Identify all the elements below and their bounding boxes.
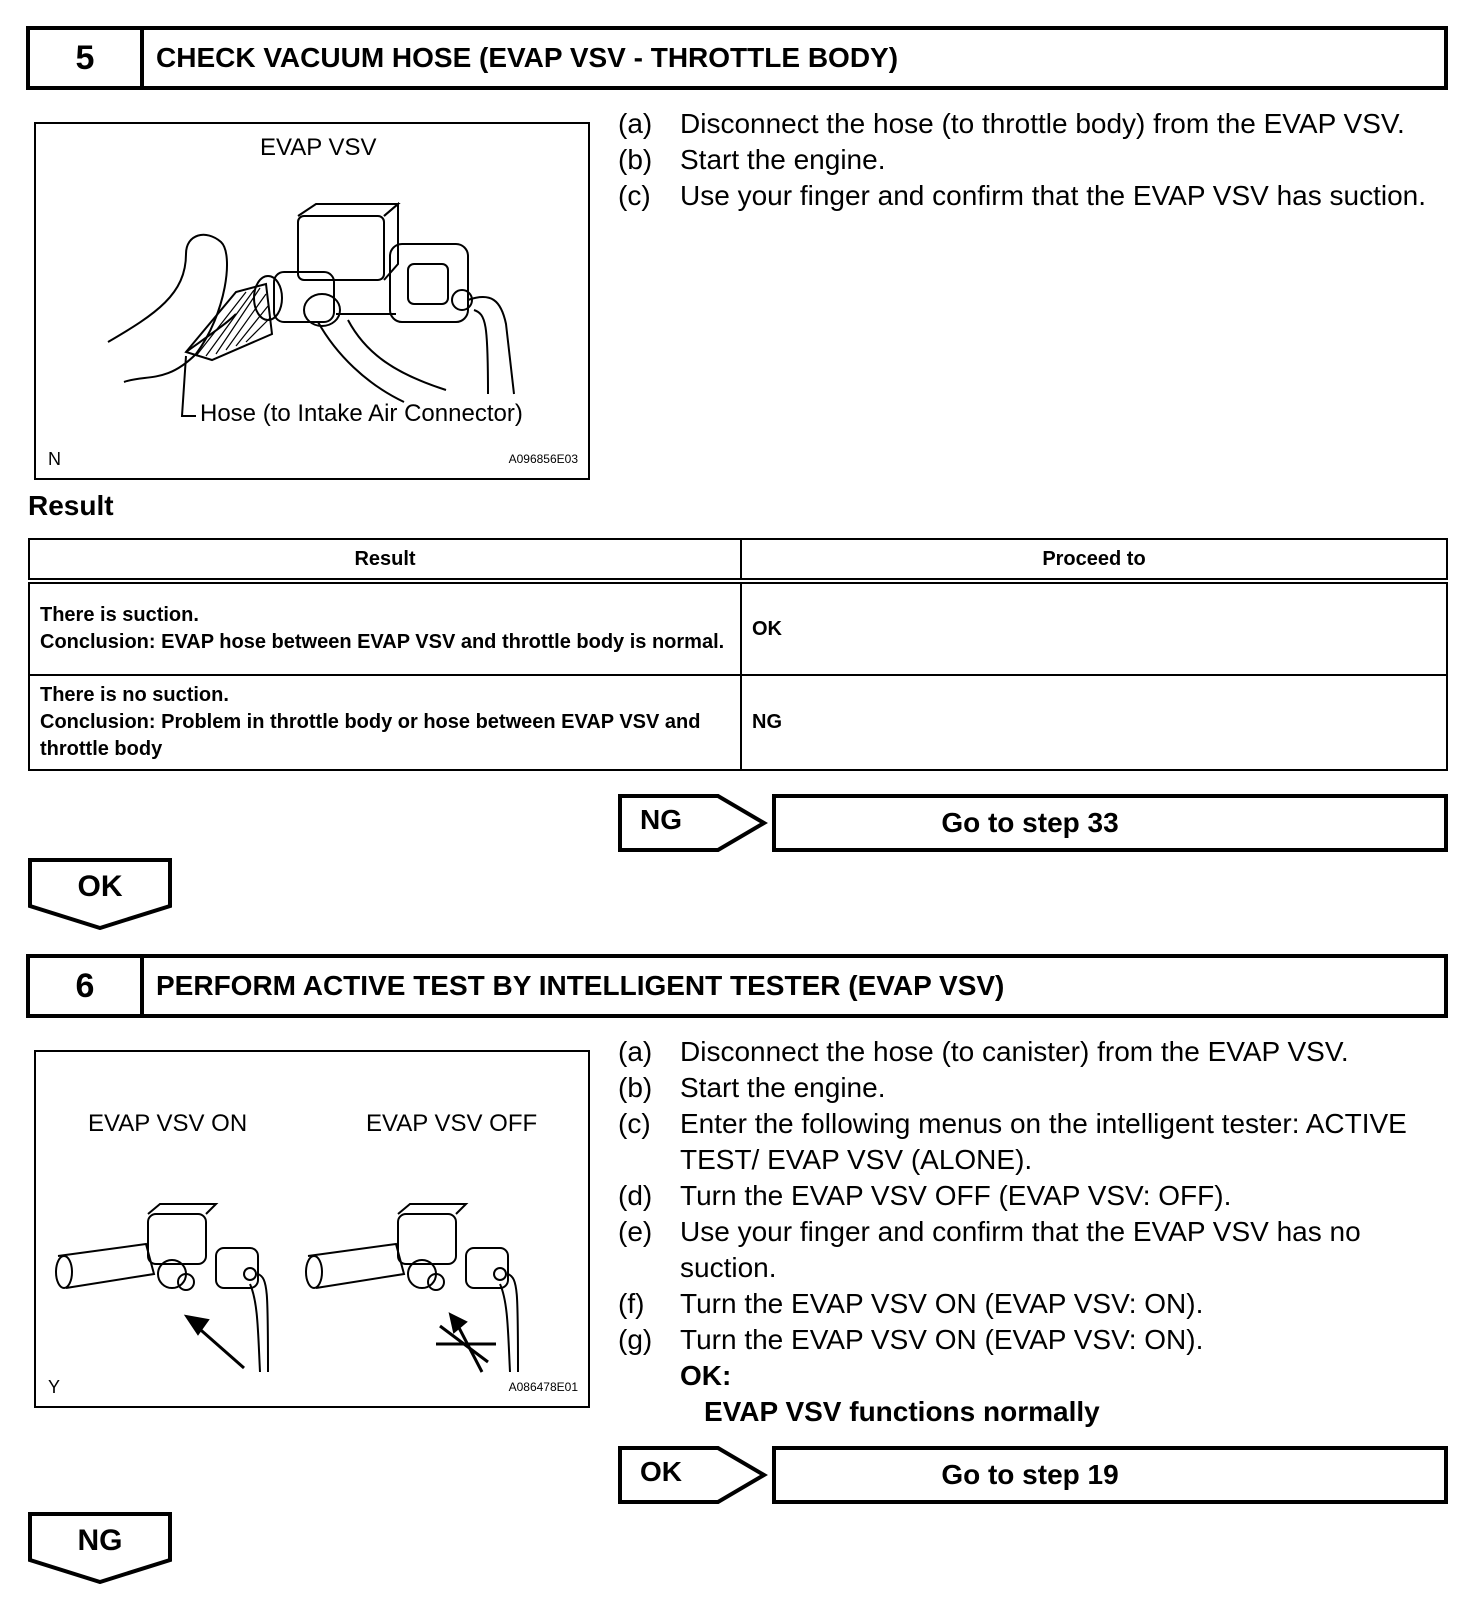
- instruction-label: (a): [618, 108, 653, 139]
- instruction-item: [618, 1178, 1430, 1214]
- conclusion-line: Conclusion: Problem in throttle body or hose between EVAP VSV and throttle body: [40, 711, 701, 760]
- ng-tag-label: NG: [77, 1524, 123, 1557]
- ok-criteria-text: EVAP VSV functions normally: [704, 1396, 1100, 1427]
- instruction-text: Start the engine.: [680, 144, 886, 175]
- instruction-item: [618, 142, 1430, 178]
- instruction-label: (f): [618, 1288, 645, 1319]
- instruction-text: Use your finger and confirm that the EVAP VSV has no suction.: [680, 1216, 1361, 1283]
- instruction-item: [618, 178, 1430, 214]
- instruction-text: Start the engine.: [680, 1072, 886, 1103]
- evap-vsv-on-off-illustration: [36, 1052, 588, 1406]
- step-6-header: [26, 954, 1448, 1018]
- instruction-item: [618, 1034, 1430, 1070]
- instruction-text: Turn the EVAP VSV ON (EVAP VSV: ON).: [680, 1324, 1204, 1355]
- instruction-text: Enter the following menus on the intelligent tester: ACTIVE TEST/ EVAP VSV (ALONE).: [680, 1108, 1407, 1175]
- step-5-instructions: [618, 106, 1430, 214]
- instruction-item: [618, 1322, 1430, 1358]
- ng-down-arrow-tag[interactable]: [28, 1512, 172, 1584]
- result-line: There is suction.: [40, 604, 199, 626]
- ok-criteria-label: OK:: [680, 1360, 732, 1391]
- instruction-text: Disconnect the hose (to canister) from the EVAP VSV.: [680, 1036, 1349, 1067]
- instruction-text: Use your finger and confirm that the EVAP VSV has suction.: [680, 180, 1427, 211]
- step-6-instructions: [618, 1034, 1430, 1358]
- step-5-header: [26, 26, 1448, 90]
- step-number: 5: [30, 30, 144, 86]
- column-header-proceed: Proceed to: [741, 539, 1447, 581]
- ng-tag-label: NG: [640, 804, 682, 835]
- result-cell: [29, 675, 741, 770]
- instruction-item: [618, 1214, 1430, 1286]
- instruction-item: [618, 1070, 1430, 1106]
- figure-letter: Y: [48, 1377, 61, 1397]
- ng-arrow-tag[interactable]: [618, 794, 768, 852]
- instruction-label: (g): [618, 1324, 653, 1355]
- instruction-label: (e): [618, 1216, 653, 1247]
- evap-vsv-hose-figure: [34, 122, 590, 480]
- instruction-label: (a): [618, 1036, 653, 1067]
- figure-label-on: EVAP VSV ON: [88, 1110, 248, 1137]
- table-row: [29, 675, 1447, 770]
- instruction-label: (c): [618, 180, 651, 211]
- step-number: 6: [30, 958, 144, 1014]
- column-header-result: Result: [29, 539, 741, 581]
- instruction-text: Turn the EVAP VSV ON (EVAP VSV: ON).: [680, 1288, 1204, 1319]
- result-table: [28, 538, 1448, 771]
- instruction-item: [618, 1106, 1430, 1178]
- figure-code: A096856E03: [508, 452, 578, 466]
- figure-code: A086478E01: [508, 1380, 578, 1394]
- ok-down-arrow-tag[interactable]: [28, 858, 172, 930]
- ok-tag-label: OK: [77, 870, 123, 903]
- figure-letter: N: [48, 449, 61, 469]
- step-title: CHECK VACUUM HOSE (EVAP VSV - THROTTLE BODY): [156, 42, 899, 73]
- instruction-item: [618, 1286, 1430, 1322]
- instruction-label: (d): [618, 1180, 653, 1211]
- result-heading: Result: [28, 490, 114, 521]
- conclusion-line: Conclusion: EVAP hose between EVAP VSV and throttle body is normal.: [40, 631, 725, 653]
- instruction-item: [618, 106, 1430, 142]
- instruction-label: (c): [618, 1108, 651, 1139]
- table-header-row: [29, 539, 1447, 581]
- proceed-cell: OK: [741, 581, 1447, 675]
- instruction-text: Turn the EVAP VSV OFF (EVAP VSV: OFF).: [680, 1180, 1232, 1211]
- figure-label-off: EVAP VSV OFF: [366, 1110, 538, 1137]
- instruction-text: Disconnect the hose (to throttle body) from the EVAP VSV.: [680, 108, 1405, 139]
- figure-title: EVAP VSV: [260, 134, 377, 161]
- table-row: [29, 581, 1447, 675]
- step-title: PERFORM ACTIVE TEST BY INTELLIGENT TESTER (EVAP VSV): [156, 970, 1005, 1001]
- proceed-cell: NG: [741, 675, 1447, 770]
- go-to-step-33-box[interactable]: Go to step 33: [772, 794, 1448, 852]
- instruction-label: (b): [618, 144, 653, 175]
- result-line: There is no suction.: [40, 684, 229, 706]
- result-cell: [29, 581, 741, 675]
- go-to-step-19-box[interactable]: Go to step 19: [772, 1446, 1448, 1504]
- figure-callout: Hose (to Intake Air Connector): [200, 400, 523, 427]
- ok-tag-label: OK: [640, 1456, 682, 1487]
- instruction-label: (b): [618, 1072, 653, 1103]
- active-test-figure: [34, 1050, 590, 1408]
- ok-arrow-tag[interactable]: [618, 1446, 768, 1504]
